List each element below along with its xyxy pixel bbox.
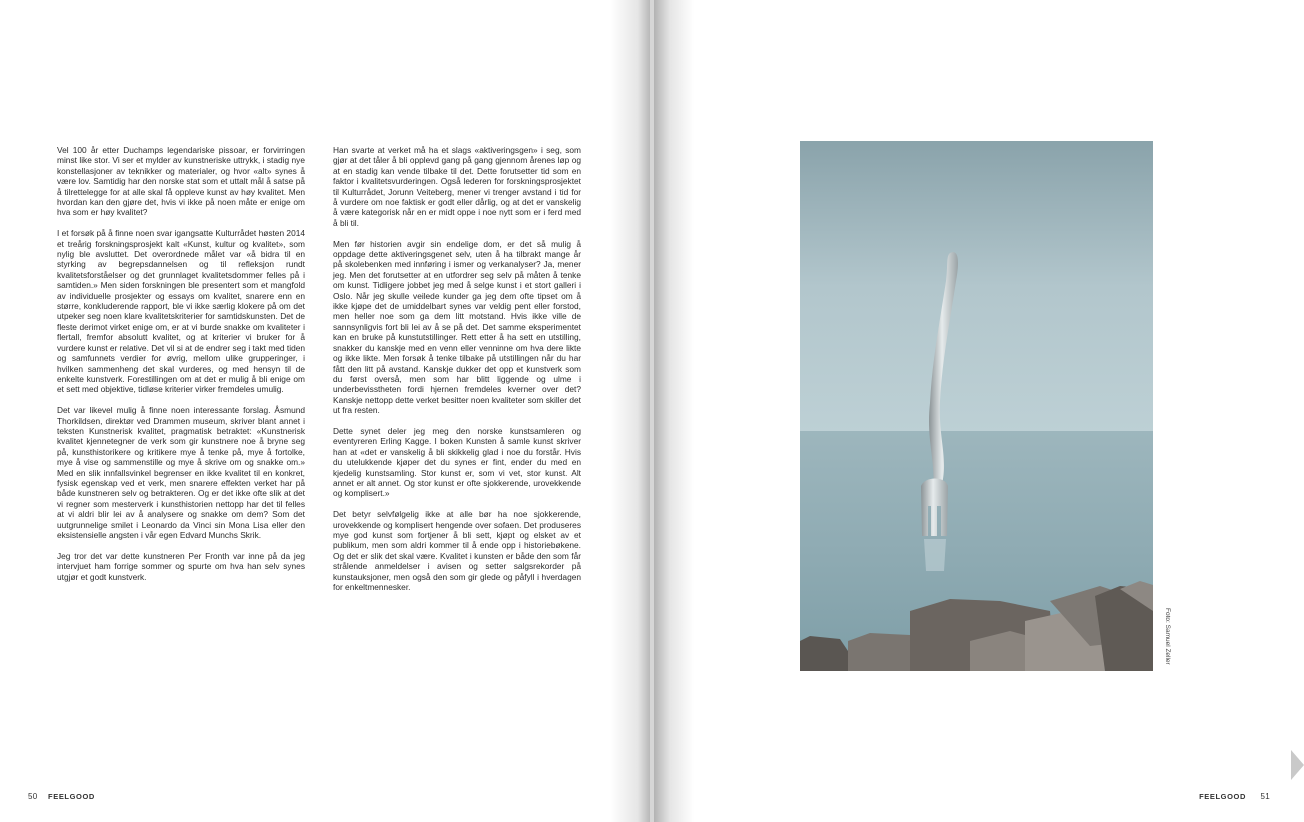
page-number: 51 [1260,792,1270,801]
paragraph: Men før historien avgir sin endelige dom, er det så mulig å oppdage dette aktiveringsgenet selv, uten å ha tilbrakt mange år på skolebenken med innføring i ismer og verkanalyser? Ja, mener jeg. Men det forutsetter at en utfordrer seg selv på måten å tenke om kunst. Tidligere jobbet jeg med å selge kunst i et stort galleri i Oslo. Når jeg skulle veilede kunder ga jeg dem ofte tipset om å ikke kjøpe det de umiddelbart synes var veldig pent eller forstod, men heller noe som ga dem litt motstand. Hvis ikke ville de sannsynligvis fort bli lei av å se på det. Det samme eksperimentet kan en bruke på kunstutstillinger. Rett etter å ha sett en utstilling, snakker du kanskje med en venn eller venninne om hva dere likte og ikke likte. Men forsøk å tenke tilbake på utstillingen når du har fått den litt på avstand. Kanskje dukker det opp et kunstverk som du først overså, men som har blitt liggende og ulme i underbevisstheten fordi hjernen fremdeles kverner over det? Kanskje nettopp dette verket besitter noen kvaliteter som skiller det ut fra resten. [333,238,581,416]
paragraph: Vel 100 år etter Duchamps legendariske pissoar, er forvirringen minst like stor. Vi ser et mylder av kunstneriske uttrykk, i stadig nye konstellasjoner av teknikker og materialer, og hvor «alt» synes å være lov. Samtidig har den norske stat som et uttalt mål å satse på å tilrettelegge for at alle skal få oppleve kunst av høy kvalitet. Men hvordan kan den gjøre det, hvis vi ikke på noen måte er enige om hva som er høy kvalitet? [57,145,305,218]
chevron-right-icon[interactable] [1291,750,1304,780]
gutter-shadow [610,0,650,822]
page-number: 50 [28,792,38,801]
paragraph: Det var likevel mulig å finne noen interessante forslag. Åsmund Thorkildsen, direktør ved Drammen museum, skriver blant annet i teksten Kunstnerisk kvalitet, pragmatisk betraktet: «Kunstnerisk kvalitet kjennetegner de verk som gir kunstnere noe å bryne seg på, kunsthistorikere og kritikere mye å tenke på, mye å fortolke, mye å vise og sammenstille og mye å skrive om og snakke om.» Med en slik innfallsvinkel begrenser en ikke kvalitet til en konkret, fysisk egenskap ved et verk, men snarere effekten verket har på både kunstneren selv og betrakteren. Og er det ikke ofte slik at det vi regner som mesterverk i kunsthistorien nettopp har det til felles at vi aldri blir lei av å analysere og snakke om dem? Som det uutgrunnelige smilet i Leonardo da Vinci sin Mona Lisa eller den eksistensielle angsten i vår egen Edvard Munchs Skrik. [57,405,305,540]
fork-sculpture-photo [800,141,1153,671]
right-page [654,0,1304,822]
paragraph: I et forsøk på å finne noen svar igangsatte Kulturrådet høsten 2014 et treårig forskningsprosjekt kalt «Kunst, kultur og kvalitet», som nylig ble avsluttet. Det overordnede målet var «å bidra til en styrking av begrepsdannelsen og til refleksjon rundt kvalitetsforståelser og det grunnlaget kvalitetsdommer felles på i samtiden.» Men siden forskningen ble presentert som et mangfold av individuelle prosjekter og essays om kvalitet, snarere enn en større, konkluderende rapport, ble vi ikke særlig klokere på om det utpeker seg noen klare kvalitetskriterier for samtidskunsten. Det de fleste derimot virket enige om, er at vi burde snakke om kvaliteter i flertall, fremfor absolutt kvalitet, og at kriterier vi bruker for å vurdere kunst er relative. Det vil si at de endrer seg i takt med tiden og samfunnets verdier for øvrig, mellom ulike grupperinger, i hvilken sammenheng det skal vurderes, og med hensyn til de enkelte kunstverk. Forestillingen om at det er mulig å bli enige om et sett med objektive, tidløse kriterier virker fremdeles umulig. [57,228,305,395]
left-page [0,0,650,822]
folio-left [28,792,95,801]
paragraph: Det betyr selvfølgelig ikke at alle bør ha noe sjokkerende, urovekkende og komplisert hengende over sofaen. Det produseres mye god kunst som fortjener å bli sett, kjøpt og elsket av et publikum, men som aldri kommer til å ende opp i historiebøkene. Og det er slik det skal være. Kvalitet i kunsten er både den som får strålende anmeldelser i avisen og setter salgsrekorder på kunstauksjoner, men også den som gir glede og påfyll i hverdagen for enkeltmennesker. [333,509,581,593]
magazine-name: FEELGOOD [1199,792,1246,801]
folio-right [1199,792,1270,801]
paragraph: Jeg tror det var dette kunstneren Per Fronth var inne på da jeg intervjuet ham forrige sommer og spurte om hva han selv synes utgjør et godt kunstverk. [57,550,305,582]
paragraph: Dette synet deler jeg meg den norske kunstsamleren og eventyreren Erling Kagge. I boken Kunsten å samle kunst skriver han at «det er vanskelig å bli skikkelig glad i noe du forstår. Hvis du utelukkende kjøper det du synes er fint, ender du med en kjedelig kunstsamling. Stor kunst er, som vi vet, stor kunst. Alt annet er alt annet. Og stor kunst er ofte sjokkerende, urovekkende og komplisert.» [333,425,581,499]
gutter-shadow [654,0,694,822]
text-column-2 [333,145,581,603]
magazine-name: FEELGOOD [48,792,95,801]
text-column-1 [57,145,305,592]
photo-credit: Foto: Samuel Zeller [1164,608,1171,665]
paragraph: Han svarte at verket må ha et slags «aktiveringsgen» i seg, som gjør at det tåler å bli opplevd gang på gang gjennom årenes løp og at en stadig kan vende tilbake til det. Dette forutsetter tid som en faktor i kvalitetsvurderingen. Også lederen for forskningsprosjektet til Kulturrådet, Jorunn Veiteberg, mener vi trenger avstand i tid for å vurdere om noe faktisk er godt eller dårlig, og at det er vanskelig å være kategorisk når en er midt oppe i noe nytt som er i ferd med å bli til. [333,145,581,228]
